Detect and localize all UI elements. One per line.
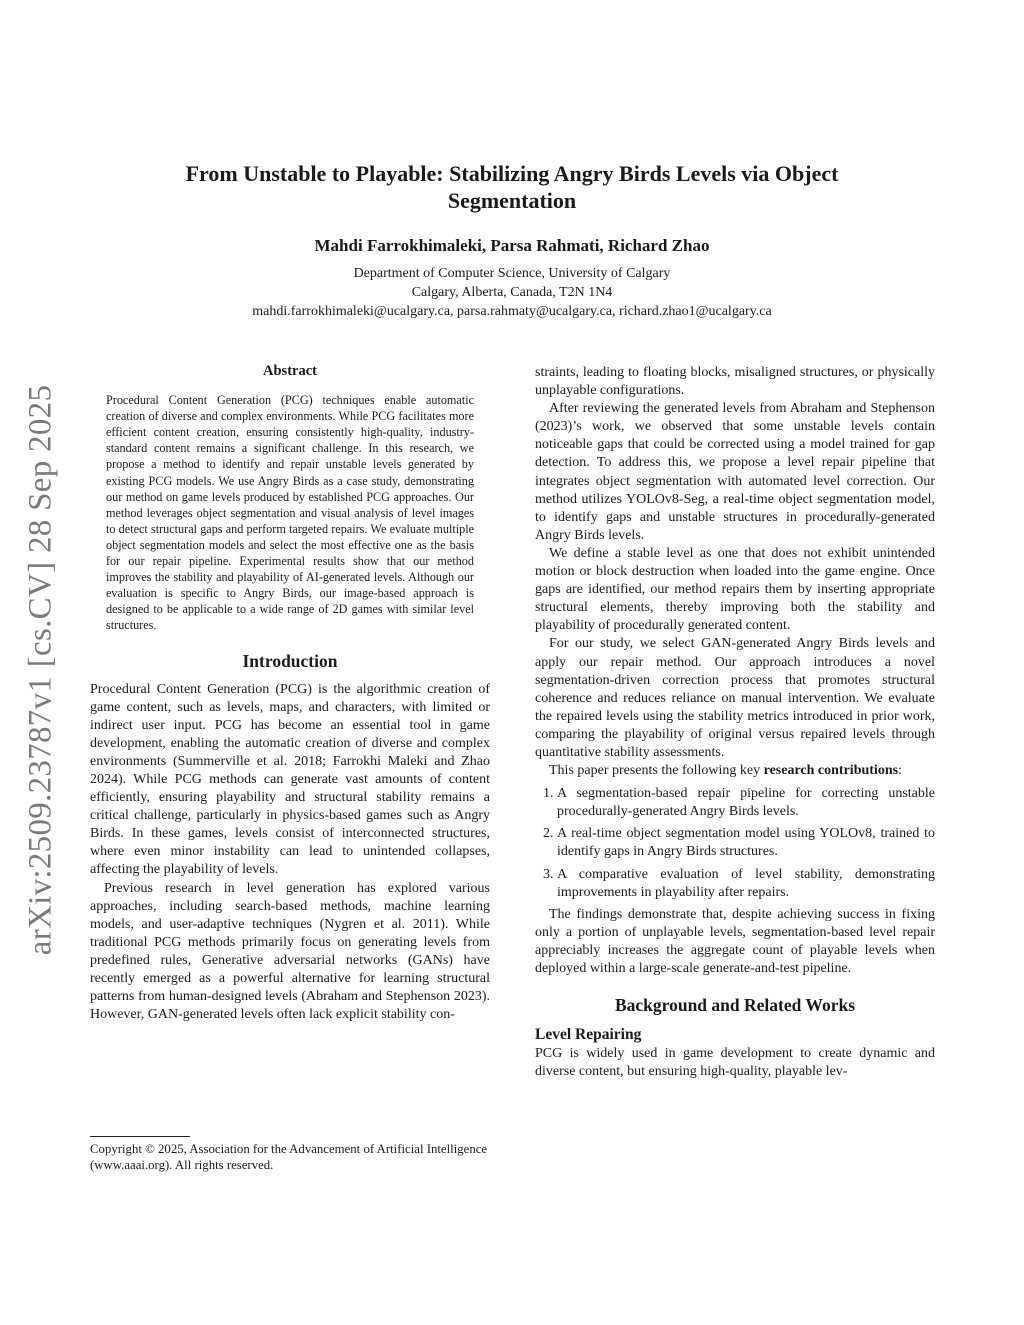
affiliation-department: Department of Computer Science, University of Calgary bbox=[353, 266, 671, 281]
copyright-footnote bbox=[90, 1136, 490, 1173]
contributions-list bbox=[535, 785, 935, 902]
intro-paragraph-7: The findings demonstrate that, despite achieving success in fixing only a portion of unplayable levels, segmentation-based level repair appreciably increases the aggregate count of playable levels when deployed within a large-scale generate-and-test pipeline. bbox=[535, 906, 935, 976]
contributions-intro-prefix: This paper presents the following key bbox=[549, 763, 764, 779]
background-heading: Background and Related Works bbox=[614, 995, 856, 1016]
arxiv-sidebar bbox=[16, 370, 66, 970]
footnote-rule bbox=[90, 1136, 190, 1137]
arxiv-identifier: arXiv:2509.23787v1 [cs.CV] 28 Sep 2025 bbox=[22, 384, 59, 956]
right-column bbox=[535, 364, 935, 1081]
abstract-heading: Abstract bbox=[263, 363, 317, 379]
contributions-intro bbox=[535, 762, 935, 780]
introduction-heading: Introduction bbox=[242, 650, 338, 671]
left-column bbox=[90, 362, 490, 1024]
author-list: Mahdi Farrokhimaleki, Parsa Rahmati, Richard Zhao bbox=[314, 236, 710, 255]
background-paragraph-1: PCG is widely used in game development to create dynamic and diverse content, but ensuring high-quality, playable lev- bbox=[535, 1046, 935, 1080]
paper-title: From Unstable to Playable: Stabilizing Angry Birds Levels via Object Segmentation bbox=[185, 161, 839, 213]
intro-paragraph-4: We define a stable level as one that does not exhibit unintended motion or block destruction when loaded into the game engine. Once gaps are identified, our method repairs them by inserting appropriate structural elements, thereby improving both the stability and playability of procedurally generated content. bbox=[535, 545, 935, 634]
intro-paragraph-2: Previous research in level generation has explored various approaches, including search-based methods, machine learning models, and user-adaptive techniques (Nygren et al. 2011). While traditional PCG methods primarily focus on generating levels from predefined rules, Generative adversarial networks (GANs) have recently emerged as a powerful alternative for learning structural patterns from human-designed levels (Abraham and Stephenson 2023). However, GAN-generated levels often lack explicit stability con- bbox=[90, 880, 490, 1023]
contribution-item: 2. A real-time object segmentation model using YOLOv8, trained to identify gaps in Angry Birds structures. bbox=[557, 825, 935, 861]
author-emails: mahdi.farrokhimaleki@ucalgary.ca, parsa.rahmaty@ucalgary.ca, richard.zhao1@ucalgary.ca bbox=[252, 304, 772, 319]
contribution-item: 1. A segmentation-based repair pipeline for correcting unstable procedurally-generated Angry Birds levels. bbox=[557, 785, 935, 821]
copyright-text: Copyright © 2025, Association for the Advancement of Artificial Intelligence (www.aaai.org). All rights reserved. bbox=[90, 1142, 488, 1172]
abstract-text: Procedural Content Generation (PCG) techniques enable automatic creation of diverse and complex environments. While PCG facilitates more efficient content creation, ensuring consistently high-quality, industry-standard content remains a significant challenge. In this research, we propose a method to identify and repair unstable levels generated by existing PCG models. We use Angry Birds as a case study, demonstrating our method on game levels produced by established PCG approaches. Our method leverages object segmentation and visual analysis of level images to detect structural gaps and perform targeted repairs. We evaluate multiple object segmentation models and select the most effective one as the basis for our repair pipeline. Experimental results show that our method improves the stability and playability of AI-generated levels. Although our evaluation is specific to Angry Birds, our image-based approach is designed to be applicable to a wide range of 2D games with similar level structures. bbox=[106, 393, 474, 633]
intro-paragraph-2-continued: straints, leading to floating blocks, misaligned structures, or physically unplayable configurations. bbox=[535, 365, 935, 399]
level-repairing-subheading: Level Repairing bbox=[535, 1026, 642, 1044]
contributions-bold-term: research contributions bbox=[763, 763, 899, 779]
affiliation-address: Calgary, Alberta, Canada, T2N 1N4 bbox=[411, 285, 613, 300]
contributions-intro-suffix: : bbox=[898, 763, 902, 779]
intro-paragraph-1: Procedural Content Generation (PCG) is the algorithmic creation of game content, such as levels, maps, and characters, with limited or indirect user input. PCG has become an essential tool in game development, enabling the automatic creation of diverse and complex environments (Summerville et al. 2018; Farrokhi Maleki and Zhao 2024). While PCG methods can generate vast amounts of content efficiently, ensuring playability and structural stability remains a critical challenge, particularly in physics-based games such as Angry Birds. In these games, levels consist of interconnected structures, where even minor instability can lead to unintended collapses, affecting the playability of levels. bbox=[90, 681, 490, 878]
intro-paragraph-5: For our study, we select GAN-generated Angry Birds levels and apply our repair method. Our approach introduces a novel segmentation-driven correction process that promotes structural coherence and reduces reliance on manual intervention. We evaluate the repaired levels using the stability metrics introduced in prior work, comparing the playability of original versus repaired levels through quantitative stability assessments. bbox=[535, 636, 935, 760]
intro-paragraph-3: After reviewing the generated levels from Abraham and Stephenson (2023)’s work, we observed that some unstable levels contain noticeable gaps that could be corrected using a model trained for gap detection. To address this, we propose a level repair pipeline that integrates object segmentation with automated level correction. Our method utilizes YOLOv8-Seg, a real-time object segmentation model, to identify gaps and unstable structures in procedurally-generated Angry Birds levels. bbox=[535, 401, 935, 543]
affiliation-block bbox=[0, 264, 1024, 321]
contribution-item: 3. A comparative evaluation of level stability, demonstrating improvements in playability after repairs. bbox=[557, 866, 935, 902]
